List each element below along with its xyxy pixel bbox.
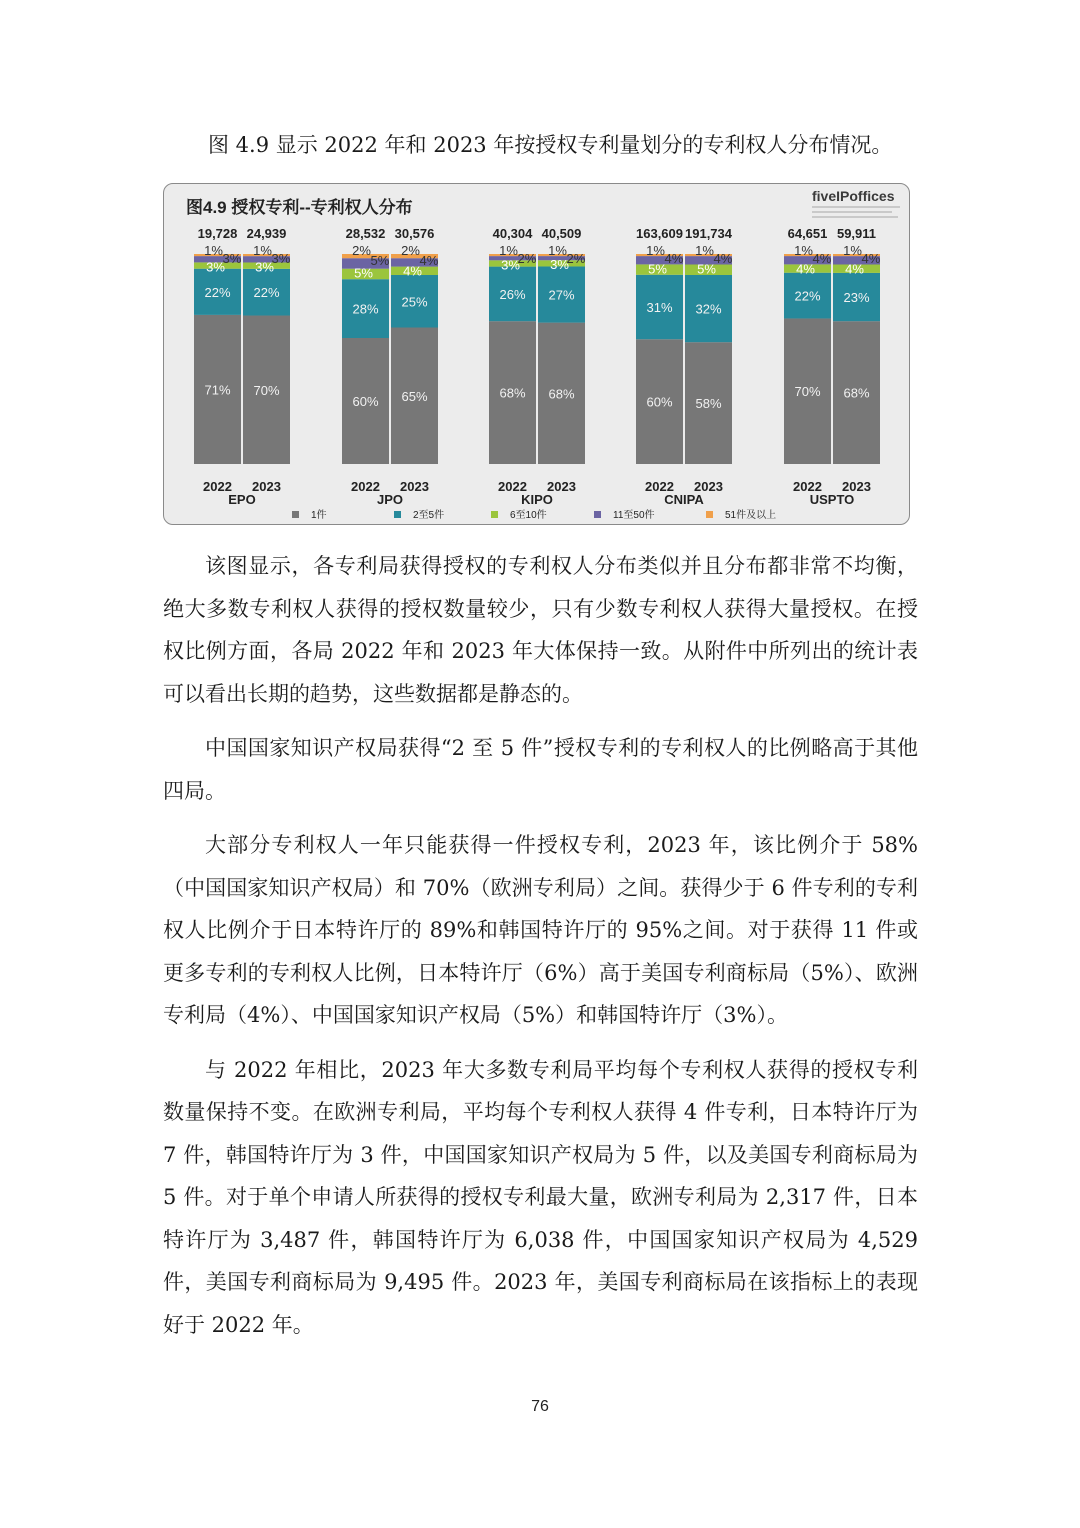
bar-total-label: 59,911 [836, 226, 877, 241]
chart-title: 图4.9 授权专利--专利权人分布 [186, 198, 413, 217]
data-label: 25% [401, 294, 428, 310]
legend-swatch [394, 511, 401, 518]
year-tick-label: 2022 [793, 479, 822, 494]
legend-label: 1件 [311, 510, 327, 521]
data-label: 65% [401, 388, 428, 404]
data-label: 4% [845, 261, 864, 277]
year-tick-label: 2022 [645, 479, 674, 494]
data-label: 60% [352, 394, 379, 409]
bar-total-label: 40,304 [492, 226, 533, 241]
data-label: 27% [548, 287, 575, 303]
data-label: 4% [664, 251, 684, 267]
data-label: 71% [204, 382, 231, 398]
data-label: 3% [222, 251, 242, 267]
data-label: 4% [812, 251, 832, 267]
data-label: 1% [695, 243, 714, 258]
logo-tagline-line [812, 216, 898, 218]
legend-swatch [491, 511, 498, 518]
bar-total-label: 64,651 [787, 226, 828, 241]
stacked-bar-chart [164, 184, 909, 524]
bar-total-label: 19,728 [197, 226, 238, 241]
fiveipoffices-logo: fiveIPoffices [812, 188, 895, 204]
data-label: 68% [499, 385, 526, 401]
body-text [163, 545, 918, 1358]
legend-swatch [706, 511, 713, 518]
year-tick-label: 2023 [842, 479, 871, 494]
data-label: 1% [646, 243, 665, 258]
data-label: 1% [548, 243, 567, 258]
data-label: 32% [695, 301, 722, 317]
paragraph: 大部分专利权人一年只能获得一件授权专利，2023 年，该比例介于 58%（中国国家知识产权局）和 70%（欧洲专利局）之间。获得少于 6 件专利的专利权人比例介于日本特许厅的 89%和韩国特许厅的 95%之间。对于获得 11 件或更多专利的专利权人比例，日本特许厅（6%）高于美国专利商标局（5%）、欧洲专利局（4%）、中国国家知识产权局（5%）和韩国特许厅（3%）。 [163, 833, 918, 1027]
data-label: 3% [255, 259, 274, 275]
data-label: 2% [517, 251, 537, 267]
year-tick-label: 2022 [498, 479, 527, 494]
intro-text: 图 4.9 显示 2022 年和 2023 年按授权专利量划分的专利权人分布情况。 [208, 133, 893, 157]
data-label: 1% [253, 243, 272, 258]
bar-total-label: 40,509 [541, 226, 582, 241]
data-label: 22% [253, 285, 280, 301]
data-label: 28% [352, 301, 379, 317]
data-label: 1% [843, 243, 862, 258]
year-tick-label: 2023 [547, 479, 576, 494]
data-label: 1% [499, 243, 518, 258]
data-label: 1% [794, 243, 813, 258]
paragraph: 该图显示，各专利局获得授权的专利权人分布类似并且分布都非常不均衡，绝大多数专利权人获得的授权数量较少，只有少数专利权人获得大量授权。在授权比例方面，各局 2022 年和 2023 年大体保持一致。从附件中所列出的统计表可以看出长期的趋势，这些数据都是静态的。 [163, 554, 918, 706]
office-label: EPO [228, 492, 256, 507]
data-label: 4% [796, 261, 815, 277]
data-label: 3% [550, 257, 569, 273]
data-label: 70% [794, 384, 821, 400]
data-label: 22% [794, 288, 821, 304]
office-label: USPTO [809, 492, 855, 507]
legend-label: 6至10件 [510, 510, 547, 521]
paragraph: 与 2022 年相比，2023 年大多数专利局平均每个专利权人获得的授权专利数量保持不变。在欧洲专利局，平均每个专利权人获得 4 件专利，日本特许厅为 7 件，韩国特许厅为 3 件，中国国家知识产权局为 5 件，以及美国专利商标局为 5 件。对于单个申请人所获得的授权专利最大量，欧洲专利局为 2,317 件，日本特许厅为 3,487 件，韩国特许厅为 6,038 件，中国国家知识产权局为 4,529 件，美国专利商标局为 9,495 件。2023 年，美国专利商标局在该指标上的表现好于 2022 年。 [163, 1057, 918, 1337]
data-label: 2% [401, 243, 420, 258]
data-label: 68% [548, 386, 575, 402]
paragraph: 中国国家知识产权局获得“2 至 5 件”授权专利的专利权人的比例略高于其他四局。 [163, 736, 918, 803]
data-label: 2% [566, 251, 586, 267]
legend-label: 2至5件 [413, 510, 445, 521]
data-label: 68% [843, 385, 870, 401]
data-label: 4% [713, 251, 733, 267]
data-label: 5% [648, 261, 667, 277]
bar-total-label: 28,532 [345, 226, 386, 241]
data-label: 58% [695, 396, 722, 412]
data-label: 4% [403, 263, 422, 279]
logo-tagline-line [812, 211, 892, 213]
legend-label: 11至50件 [613, 510, 655, 521]
year-tick-label: 2023 [252, 479, 281, 494]
data-label: 5% [697, 261, 716, 277]
legend-swatch [292, 511, 299, 518]
bar-total-label: 24,939 [246, 226, 287, 241]
data-label: 31% [646, 300, 673, 316]
data-label: 60% [646, 394, 673, 410]
data-label: 3% [501, 257, 520, 273]
logo-tagline-line [812, 206, 900, 208]
data-label: 5% [354, 265, 373, 281]
data-label: 26% [499, 286, 526, 302]
legend-label: 51件及以上 [725, 510, 777, 521]
data-label: 3% [206, 259, 225, 275]
office-label: JPO [376, 492, 404, 507]
year-tick-label: 2023 [400, 479, 429, 494]
bar-total-label: 191,734 [685, 226, 732, 241]
data-label: 23% [843, 290, 870, 306]
year-tick-label: 2022 [203, 479, 232, 494]
data-label: 70% [253, 382, 280, 398]
bar-total-label: 30,576 [394, 226, 435, 241]
office-label: CNIPA [664, 492, 704, 507]
data-label: 4% [861, 251, 881, 267]
year-tick-label: 2023 [694, 479, 723, 494]
data-label: 22% [204, 284, 231, 300]
data-label: 1% [204, 243, 223, 258]
data-label: 2% [352, 243, 371, 258]
legend-swatch [594, 511, 601, 518]
data-label: 3% [271, 251, 291, 267]
year-tick-label: 2022 [351, 479, 380, 494]
page-number: 76 [531, 1398, 549, 1415]
bar-total-label: 163,609 [636, 226, 683, 241]
data-label: 4% [419, 253, 439, 269]
data-label: 5% [370, 253, 390, 269]
figure-4-9 [163, 183, 910, 525]
office-label: KIPO [521, 492, 553, 507]
